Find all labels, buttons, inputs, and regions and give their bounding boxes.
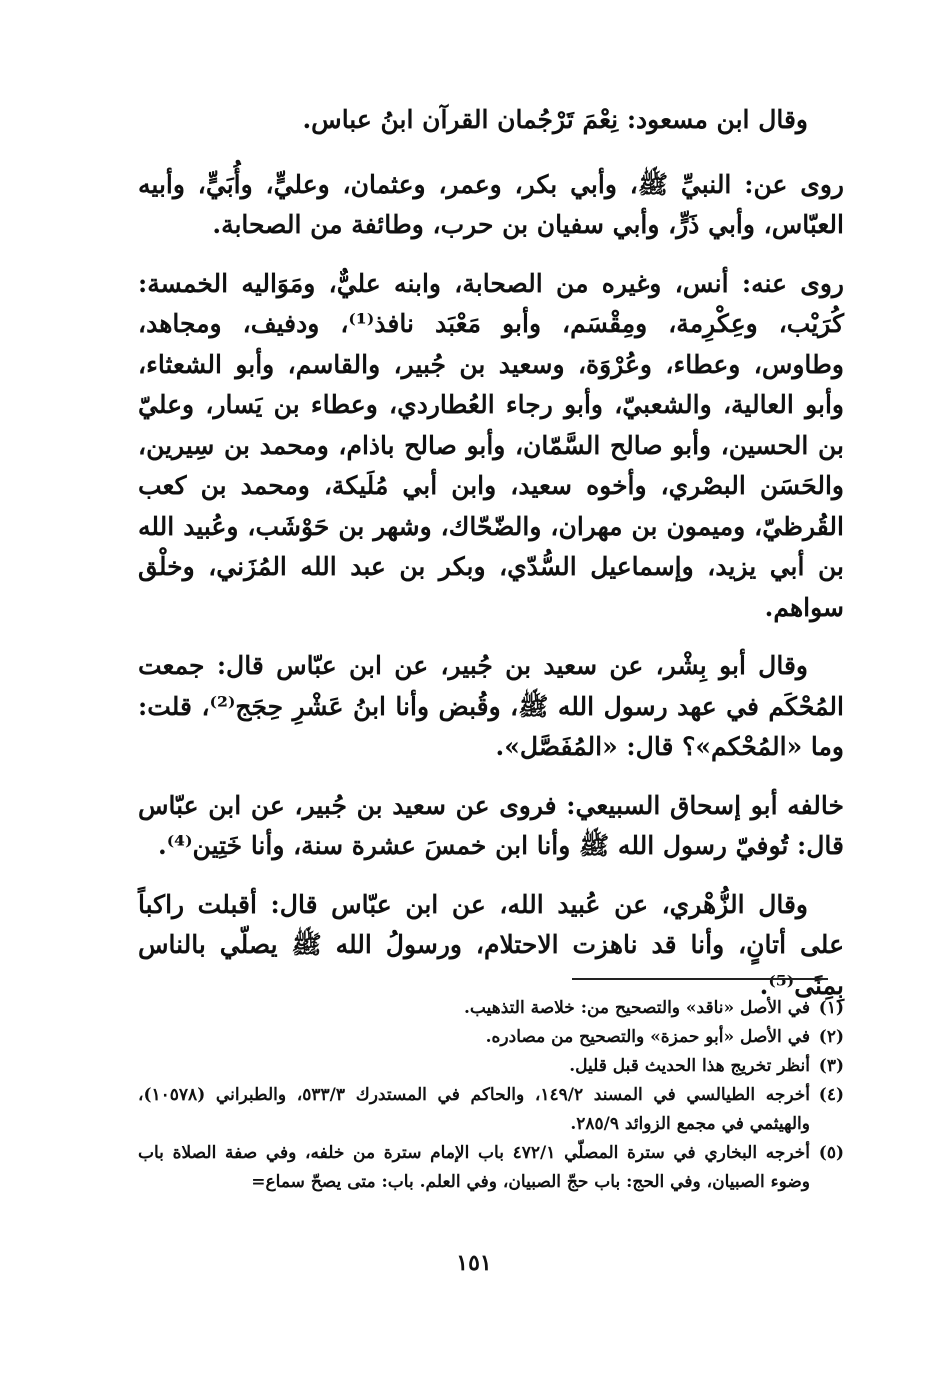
footnote-text: في الأصل «ناقد» والتصحيح من: خلاصة التذهيب.: [464, 998, 810, 1018]
footnote-text: أخرجه البخاري في سترة المصلّي ٤٧٢/١ باب الإمام سترة من خلفه، وفي صفة الصلاة باب وضوء الصبيان، وفي الحج: باب حجّ الصبيان، وفي العلم. باب: متى يصحّ سماع=: [138, 1143, 810, 1192]
footnote-item: [138, 1081, 844, 1139]
footnote-number: (٥): [818, 1143, 844, 1163]
paragraph-abu-ishaq: خالفه أبو إسحاق السبيعي: فروى عن سعيد بن جُبير، عن ابن عبّاس قال: تُوفيّ رسول الله ﷺ وأنا ابن خمسَ عشرة سنة، وأنا خَتِين⁽⁴⁾.: [138, 790, 844, 860]
paragraph-abu-bishr: وقال أبو بِشْر، عن سعيد بن جُبير، عن ابن عبّاس قال: جمعت المُحْكَم في عهد رسول الله ﷺ، وقُبض وأنا ابنُ عَشْرِ حِجَج⁽²⁾، قلت: وما «المُحْكم»؟ قال: «المُفَصَّل».: [138, 651, 844, 761]
footnote-item: [138, 1052, 844, 1081]
footnote-item: [138, 1139, 844, 1197]
footnote-number: (٢): [818, 1027, 844, 1047]
footnote-item: [138, 994, 844, 1023]
footnote-text: أنظر تخريج هذا الحديث قبل قليل.: [569, 1056, 810, 1076]
footnote-number: (٤): [818, 1085, 844, 1105]
footnote-number: (٣): [818, 1056, 844, 1076]
footnote-text: في الأصل «أبو حمزة» والتصحيح من مصادره.: [485, 1027, 810, 1047]
paragraph-narrated-from: روى عن: النبيِّ ﷺ، وأبي بكر، وعمر، وعثمان، وعليٍّ، وأُبَيٍّ، وأبيه العبّاس، وأبي ذَرٍّ، وأبي سفيان بن حرب، وطائفة من الصحابة.: [138, 169, 844, 239]
footnotes: [138, 994, 844, 1197]
footnote-number: (١): [818, 998, 844, 1018]
main-text: [138, 100, 844, 1024]
footnote-item: [138, 1023, 844, 1052]
footnote-text: أخرجه الطيالسي في المسند ١٤٩/٢، والحاكم في المستدرك ٥٣٣/٣، والطبراني (١٠٥٧٨)، والهيثمي في مجمع الزوائد ٢٨٥/٩.: [138, 1085, 810, 1134]
page-number: ١٥١: [456, 1250, 492, 1276]
footnote-divider: [572, 978, 828, 980]
paragraph-ibn-masud: وقال ابن مسعود: نِعْمَ تَرْجُمان القرآن ابنُ عباس.: [302, 105, 808, 134]
paragraph-zuhri: وقال الزُّهْري، عن عُبيد الله، عن ابن عبّاس قال: أقبلت راكباً على أتانٍ، وأنا قد ناهزت الاحتلام، ورسولُ الله ﷺ يصلّي بالناس بِمِنًى⁽⁵⁾.: [138, 889, 844, 1000]
paragraph-narrated-by: روى عنه: أنس، وغيره من الصحابة، وابنه عليٌّ، ومَوَاليه الخمسة: كُرَيْب، وعِكْرِمة، ومِقْسَم، وأبو مَعْبَد نافذ⁽¹⁾، ودفيف، ومجاهد، وطاوس، وعطاء، وعُرْوَة، وسعيد بن جُبير، والقاسم، وأبو الشعثاء، وأبو العالية، والشعبيّ، وأبو رجاء العُطاردي، وعطاء بن يَسار، وعليّ بن الحسين، وأبو صالح السَّمّان، وأبو صالح باذام، ومحمد بن سِيرين، والحَسَن البصْري، وأخوه سعيد، وابن أبي مُلَيكة، ومحمد بن كعب القُرظيّ، وميمون بن مهران، والضّحّاك، وشهر بن حَوْشَب، وعُبيد الله بن أبي يزيد، وإسماعيل السُّدّي، وبكر بن عبد الله المُزَني، وخلْق سواهم.: [138, 268, 844, 622]
